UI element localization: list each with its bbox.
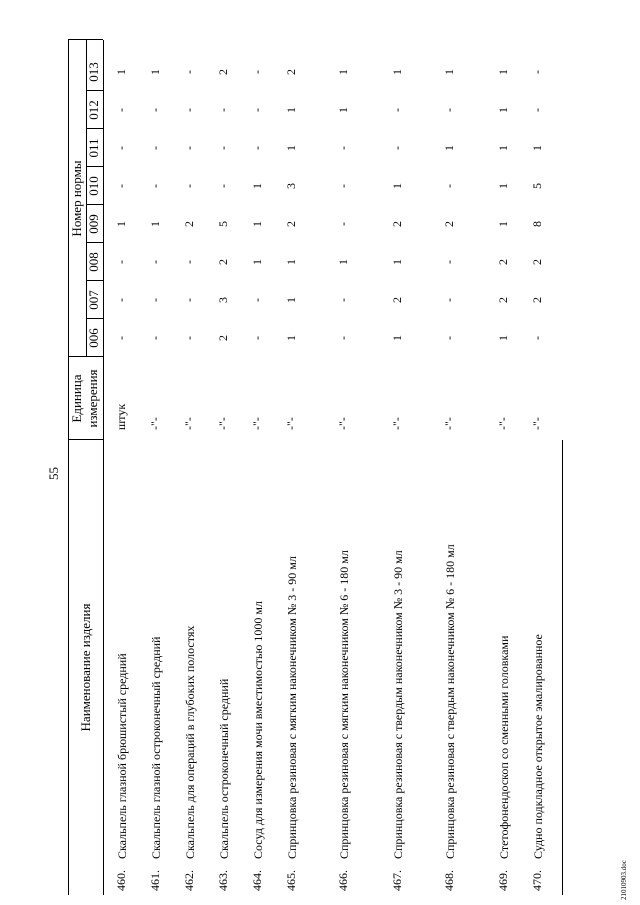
row-norm-value: 5 [216,221,230,227]
row-unit: -"- [182,417,196,430]
row-number: 469. [496,870,510,891]
row-norm-value: - [250,146,264,150]
row-norm-value: 1 [496,145,510,151]
row-norm-value: 1 [442,145,456,151]
row-norm-value: - [182,298,196,302]
row-norm-value: 5 [530,183,544,189]
row-norm-value: - [250,108,264,112]
row-item-name: Скальпель глазной остроконечный средний [149,636,163,859]
row-norm-value: - [530,336,544,340]
row-norm-value: 1 [250,259,264,265]
row-norm-value: - [148,336,162,340]
header-norm-006: 006 [86,328,101,348]
row-number: 463. [216,870,230,891]
row-item-name: Судно подкладное открытое эмалированное [531,634,545,859]
header-norm-013: 013 [86,62,101,82]
header-name: Наименование изделия [78,603,93,732]
row-norm-value: 2 [496,297,510,303]
row-norm-value: - [336,146,350,150]
row-norm-value: 1 [250,183,264,189]
row-norm-value: - [442,336,456,340]
row-unit: -"- [496,417,510,430]
row-item-name: Скальпель для операций в глубоких полостях [183,625,197,859]
row-number: 464. [250,870,264,891]
row-norm-value: - [216,184,230,188]
row-item-name: Скальпель глазной брюшистый средний [115,653,129,859]
header-norm-010: 010 [86,176,101,196]
row-item-name: Спринцовка резиновая с мягким наконечником № 3 - 90 мл [285,556,299,859]
row-norm-value: - [442,108,456,112]
row-norm-value: - [216,146,230,150]
row-norm-value: 8 [530,221,544,227]
row-unit: -"- [216,417,230,430]
row-norm-value: 3 [284,183,298,189]
row-norm-value: 1 [530,145,544,151]
row-item-name: Спринцовка резиновая с твердым наконечником № 6 - 180 мл [443,544,457,859]
row-norm-value: 2 [530,259,544,265]
row-norm-value: - [148,298,162,302]
row-norm-value: 2 [216,69,230,75]
row-item-name: Спринцовка резиновая с твердым наконечником № 3 - 90 мл [391,550,405,859]
row-norm-value: 1 [496,107,510,113]
row-norm-value: 2 [442,221,456,227]
row-norm-value: 2 [390,221,404,227]
row-number: 461. [148,870,162,891]
row-norm-value: - [250,336,264,340]
row-number: 462. [182,870,196,891]
row-norm-value: - [182,70,196,74]
header-norm-007: 007 [86,290,101,310]
row-norm-value: - [114,260,128,264]
row-norm-value: - [336,222,350,226]
row-norm-value: 1 [284,335,298,341]
row-norm-value: 1 [284,297,298,303]
row-norm-value: 1 [390,259,404,265]
row-norm-value: 1 [284,145,298,151]
row-norm-value: - [442,184,456,188]
row-norm-value: 2 [182,221,196,227]
row-unit: -"- [390,417,404,430]
row-unit: -"- [284,417,298,430]
row-unit: штук [114,403,128,430]
row-norm-value: - [442,298,456,302]
row-unit: -"- [250,417,264,430]
row-item-name: Стетофонендоскоп со сменными головками [497,635,511,859]
row-norm-value: 2 [216,335,230,341]
row-norm-value: - [336,298,350,302]
header-norm-009: 009 [86,214,101,234]
row-norm-value: 2 [530,297,544,303]
row-norm-value: 1 [250,221,264,227]
row-number: 466. [336,870,350,891]
row-norm-value: - [148,184,162,188]
row-norm-value: 1 [284,259,298,265]
row-unit: -"- [530,417,544,430]
row-item-name: Скальпель остроконечный средний [217,678,231,859]
row-unit: -"- [336,417,350,430]
footer-filename: 21010903.doc [620,860,628,900]
row-norm-value: 1 [496,69,510,75]
row-norm-value: 1 [496,335,510,341]
row-norm-value: 1 [496,183,510,189]
row-unit: -"- [442,417,456,430]
header-unit-line1: Единица [69,374,84,423]
row-number: 460. [114,870,128,891]
row-norm-value: 2 [216,259,230,265]
header-norm-012: 012 [86,100,101,120]
row-number: 465. [284,870,298,891]
row-norm-value: - [530,108,544,112]
header-bottom-rule [103,40,104,895]
row-norm-value: 1 [284,107,298,113]
row-norm-value: - [216,108,230,112]
row-norm-value: 1 [148,69,162,75]
row-unit: -"- [148,417,162,430]
header-unit-line2: измерения [85,369,100,428]
row-norm-value: - [148,260,162,264]
row-norm-value: - [114,298,128,302]
row-norm-value: 1 [148,221,162,227]
row-norm-value: - [250,70,264,74]
row-norm-value: 1 [114,221,128,227]
row-norm-value: 2 [390,297,404,303]
row-norm-value: - [390,146,404,150]
row-item-name: Сосуд для измерения мочи вместимостью 1000 мл [251,601,265,859]
header-norm-011: 011 [86,138,101,158]
row-norm-value: 1 [336,259,350,265]
row-norm-value: - [182,108,196,112]
row-norm-value: 1 [336,69,350,75]
row-norm-value: - [114,184,128,188]
row-norm-value: - [182,336,196,340]
row-norm-value: - [250,298,264,302]
table-bottom-rule [562,440,563,895]
row-norm-value: 2 [284,221,298,227]
row-norm-value: 1 [390,183,404,189]
row-norm-value: 1 [442,69,456,75]
row-norm-value: 2 [284,69,298,75]
row-number: 468. [442,870,456,891]
row-norm-value: - [114,146,128,150]
row-norm-value: 1 [390,335,404,341]
row-norm-value: - [390,108,404,112]
row-norm-value: - [530,70,544,74]
row-norm-value: - [336,336,350,340]
row-norm-value: - [182,184,196,188]
row-norm-value: - [114,336,128,340]
row-norm-value: - [148,146,162,150]
row-norm-value: 1 [336,107,350,113]
row-norm-value: 1 [390,69,404,75]
row-item-name: Спринцовка резиновая с мягким наконечником № 6 - 180 мл [337,550,351,859]
row-norm-value: 2 [496,259,510,265]
row-norm-value: - [182,146,196,150]
row-norm-value: 1 [496,221,510,227]
header-norm-group: Номер нормы [69,160,84,237]
row-norm-value: - [148,108,162,112]
row-norm-value: - [114,108,128,112]
page-number: 55 [46,467,61,480]
header-norm-008: 008 [86,252,101,272]
row-norm-value: - [336,184,350,188]
row-norm-value: 1 [114,69,128,75]
row-norm-value: 3 [216,297,230,303]
row-number: 470. [530,870,544,891]
row-norm-value: - [182,260,196,264]
row-number: 467. [390,870,404,891]
row-norm-value: - [442,260,456,264]
